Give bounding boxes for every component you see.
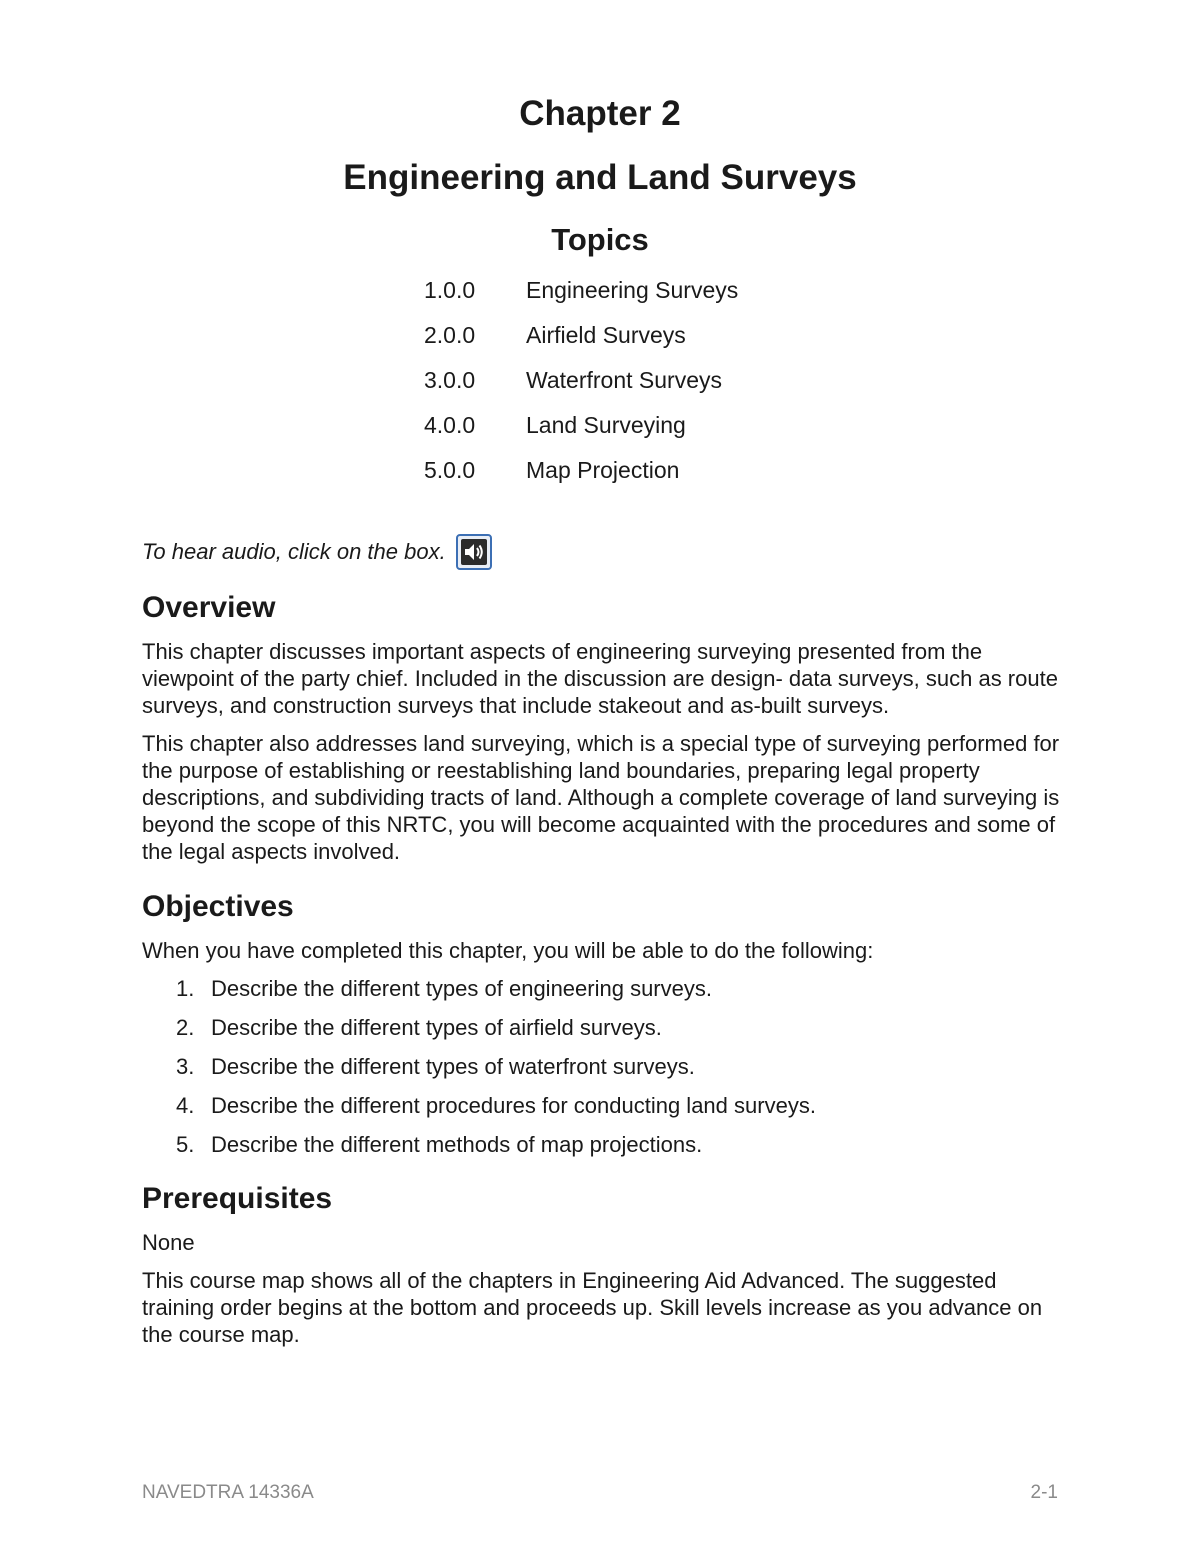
topic-label: Land Surveying <box>526 412 686 438</box>
chapter-number: Chapter 2 <box>519 94 681 133</box>
objective-item <box>176 975 816 1014</box>
chapter-title: Engineering and Land Surveys <box>343 158 857 197</box>
objective-item <box>176 1053 816 1092</box>
footer-page-number: 2-1 <box>1030 1482 1058 1503</box>
objective-item <box>176 1092 816 1131</box>
audio-prompt-text: To hear audio, click on the box. <box>142 539 446 564</box>
topic-item <box>424 456 738 501</box>
speaker-icon <box>461 539 487 565</box>
topics-list <box>424 276 738 501</box>
overview-paragraph-2: This chapter also addresses land surveying, which is a special type of surveying performed for the purpose of establishing or reestablishing land boundaries, preparing legal property descriptions, and subdividing tracts of land. Although a complete coverage of land surveying is beyond the scope of this NRTC, you will become acquainted with the procedures and some of the legal aspects involved. <box>142 731 1060 864</box>
topics-heading: Topics <box>551 222 649 257</box>
audio-prompt-line <box>142 532 492 572</box>
topic-item <box>424 366 738 411</box>
topic-item <box>424 276 738 321</box>
topic-label: Airfield Surveys <box>526 322 686 348</box>
course-map-paragraph: This course map shows all of the chapters in Engineering Aid Advanced. The suggested training order begins at the bottom and proceeds up. Skill levels increase as you advance on the course map. <box>142 1268 1043 1347</box>
prerequisites-heading: Prerequisites <box>142 1182 333 1215</box>
objective-text: Describe the different procedures for conducting land surveys. <box>211 1093 816 1118</box>
objectives-heading: Objectives <box>142 890 294 923</box>
topic-item <box>424 321 738 366</box>
topic-item <box>424 411 738 456</box>
objective-item <box>176 1014 816 1053</box>
objective-text: Describe the different types of airfield surveys. <box>211 1015 662 1040</box>
topic-number: 3.0.0 <box>424 367 476 393</box>
objective-number: 5. <box>176 1132 195 1157</box>
objective-number: 3. <box>176 1054 195 1079</box>
objective-text: Describe the different types of waterfront surveys. <box>211 1054 695 1079</box>
footer-document-id: NAVEDTRA 14336A <box>142 1482 314 1503</box>
prerequisites-value: None <box>142 1230 195 1255</box>
objectives-list <box>176 975 816 1170</box>
objective-item <box>176 1131 816 1170</box>
topic-label: Engineering Surveys <box>526 277 739 303</box>
overview-paragraph-1: This chapter discusses important aspects of engineering surveying presented from the viewpoint of the party chief. Included in the discussion are design- data surveys, such as route surveys, and construction surveys that include stakeout and as-built surveys. <box>142 639 1058 718</box>
audio-button[interactable] <box>456 534 492 570</box>
objective-number: 4. <box>176 1093 195 1118</box>
topic-number: 1.0.0 <box>424 277 476 303</box>
topic-number: 2.0.0 <box>424 322 476 348</box>
objective-number: 2. <box>176 1015 195 1040</box>
topic-label: Waterfront Surveys <box>526 367 722 393</box>
topic-number: 4.0.0 <box>424 412 476 438</box>
objective-number: 1. <box>176 976 195 1001</box>
topic-label: Map Projection <box>526 457 680 483</box>
objective-text: Describe the different types of engineering surveys. <box>211 976 712 1001</box>
overview-heading: Overview <box>142 591 276 624</box>
objective-text: Describe the different methods of map projections. <box>211 1132 703 1157</box>
topic-number: 5.0.0 <box>424 457 476 483</box>
objectives-intro: When you have completed this chapter, you will be able to do the following: <box>142 938 874 963</box>
